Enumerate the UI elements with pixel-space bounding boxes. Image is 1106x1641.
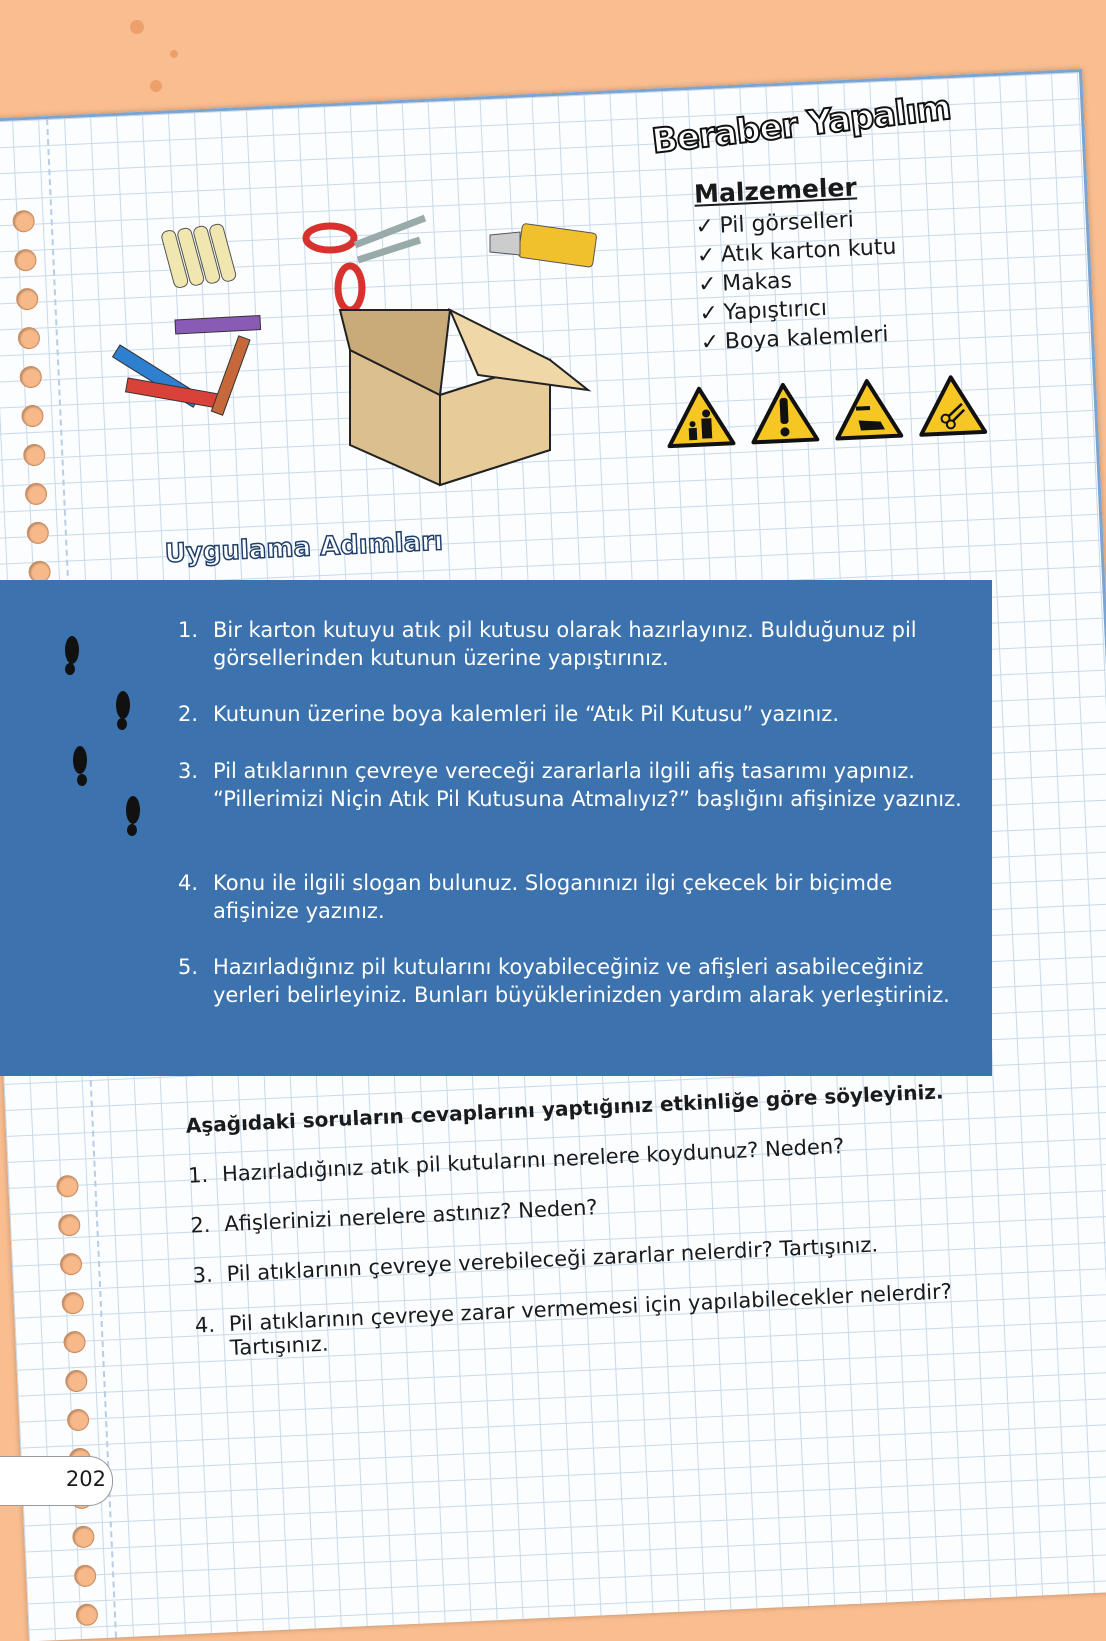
material-item: ✓ Makas: [697, 268, 793, 298]
paint-splatter: [150, 80, 162, 92]
warning-signs: [665, 373, 987, 449]
questions-heading: Aşağıdaki soruların cevaplarını yaptığınız etkinliğe göre söyleyiniz.: [185, 1079, 945, 1138]
footprints-icon: [58, 625, 148, 845]
materials-heading: Malzemeler: [693, 172, 858, 209]
step-item: 4. Konu ile ilgili slogan bulunuz. Sloganınızı ilgi çekecek bir biçimde afişinize yazınız.: [178, 871, 893, 923]
step-item: 2. Kutunun üzerine boya kalemleri ile “Atık Pil Kutusu” yazınız.: [178, 702, 839, 726]
pencils-image: [113, 316, 261, 416]
question-item: 2. Afişlerinizi nerelere astınız? Neden?: [189, 1195, 599, 1238]
step-item: 5. Hazırladığınız pil kutularını koyabileceğiniz ve afişleri asabileceğiniz yerleri belirleyiniz. Bunları büyüklerinizden yardım alarak yerleştiriniz.: [178, 955, 950, 1007]
material-item: ✓ Yapıştırıcı: [699, 295, 828, 327]
paint-splatter: [130, 20, 144, 34]
glue-image: [490, 223, 597, 267]
materials-list: [693, 171, 900, 358]
steps-panel: [0, 580, 992, 1076]
wash-hands-icon: [833, 377, 904, 442]
material-item: ✓ Pil görselleri: [695, 207, 855, 240]
material-item: ✓ Boya kalemleri: [700, 322, 890, 356]
steps-title: Uygulama Adımları: [164, 526, 444, 570]
question-item: 1. Hazırladığınız atık pil kutularını nerelere koydunuz? Neden?: [187, 1133, 845, 1188]
child-supervision-icon: [665, 384, 736, 449]
materials-illustration: [110, 200, 610, 490]
cardboard-box-image: [340, 310, 588, 485]
question-item: 3. Pil atıklarının çevreye verebileceği zararlar nelerdir? Tartışınız.: [192, 1232, 879, 1288]
caution-icon: [749, 380, 820, 445]
page-title: Beraber Yapalım: [649, 87, 953, 162]
question-item: 4. Pil atıklarının çevreye zarar vermemesi için yapılabilecekler nelerdir? Tartışınız.: [194, 1279, 953, 1361]
material-item: ✓ Atık karton kutu: [696, 234, 897, 269]
step-item: 3. Pil atıklarının çevreye vereceği zararlarla ilgili afiş tasarımı yapınız. “Pillerimizi Niçin Atık Pil Kutusuna Atmalıyız?” başlığını afişinize yazınız.: [178, 759, 962, 811]
paint-splatter: [170, 50, 178, 58]
page-number: 202: [65, 1467, 106, 1491]
scissors-image: [306, 218, 425, 310]
step-item: 1. Bir karton kutuyu atık pil kutusu olarak hazırlayınız. Bulduğunuz pil görsellerinden kutunun üzerine yapıştırınız.: [178, 618, 917, 670]
scissors-caution-icon: [917, 373, 988, 438]
questions-section: [185, 1073, 1095, 1362]
batteries-image: [160, 223, 237, 289]
page-number-tab: [0, 1456, 113, 1506]
